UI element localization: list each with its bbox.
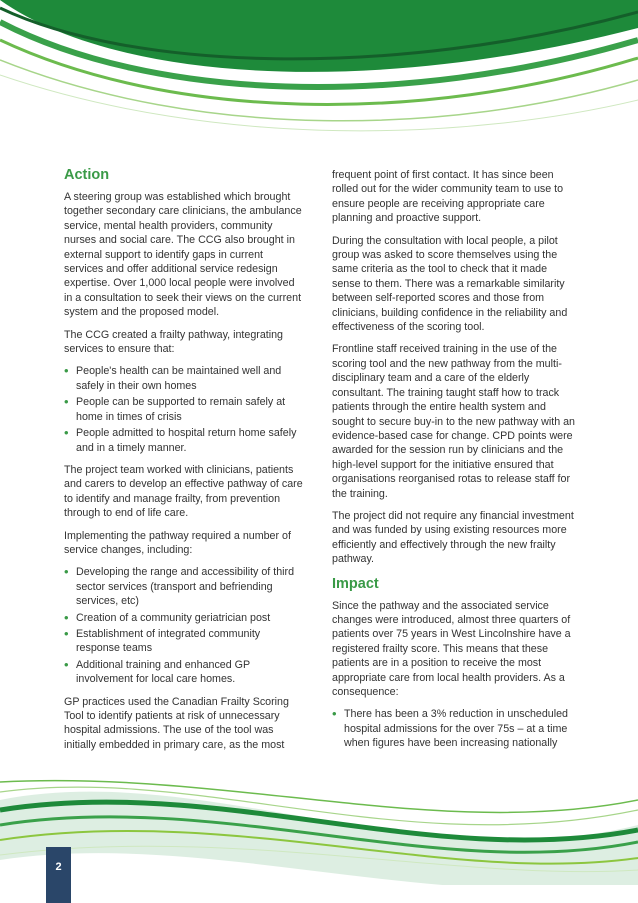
paragraph: The project did not require any financial investment and was funded by using existing resources more efficiently and effectively through the new frailty pathway. xyxy=(332,509,574,566)
list-item: • There has been a 3% reduction in unscheduled hospital admissions for the over 75s – at a time when figures have been increasing nationally xyxy=(332,706,568,750)
bullet-icon: • xyxy=(64,609,69,625)
paragraph: During the consultation with local people, a pilot group was asked to score themselves using the same criteria as the tool to check that it made sense to them. There was a remarkable similarity between self-reported scores and those from clinicians, building confidence in the reliability and effectiveness of the scoring tool. xyxy=(332,234,568,334)
bullet-icon: • xyxy=(64,425,69,441)
paragraph: frequent point of first contact. It has since been rolled out for the wider community team to use to ensure people are receiving appropriate care planning and proactive support. xyxy=(332,169,564,225)
paragraph: Since the pathway and the associated service changes were introduced, almost three quarters of patients over 75 years in West Lincolnshire have a registered frailty score. This means that these patients are in a position to receive the most appropriate care from local health providers. As a consequence: xyxy=(332,599,571,698)
paragraph: Implementing the pathway required a number of service changes, including: xyxy=(64,529,291,556)
list-item: • Additional training and enhanced GP involvement for local care homes. xyxy=(64,656,250,686)
list-item: • Establishment of integrated community response teams xyxy=(64,625,261,655)
bullet-icon: • xyxy=(64,564,69,580)
list-item: • Developing the range and accessibility of third sector services (transport and befriending services, etc) xyxy=(64,564,295,608)
bullet-list xyxy=(332,707,576,750)
list-item: • People admitted to hospital return home safely and in a timely manner. xyxy=(64,425,297,454)
left-column xyxy=(64,166,304,760)
bullet-list xyxy=(64,565,304,686)
bullet-icon: • xyxy=(64,656,69,672)
paragraph: GP practices used the Canadian Frailty Scoring Tool to identify patients at risk of unnecessary hospital admissions. The use of the tool was initially embedded in primary care, as the most xyxy=(64,695,289,751)
list-item: • People can be supported to remain safely at home in times of crisis xyxy=(64,394,286,423)
right-column xyxy=(332,168,576,759)
page-number-tab xyxy=(46,847,71,903)
action-heading: Action xyxy=(64,167,110,183)
bullet-icon: • xyxy=(64,625,69,641)
top-wave-decoration xyxy=(0,0,638,160)
list-item: • People's health can be maintained well and safely in their own homes xyxy=(64,363,282,392)
bullet-icon: • xyxy=(64,394,69,410)
bullet-icon: • xyxy=(332,706,337,722)
bottom-wave-decoration xyxy=(0,770,638,885)
bullet-list xyxy=(64,364,304,454)
impact-heading: Impact xyxy=(332,575,379,592)
list-item: • Creation of a community geriatrician post xyxy=(64,609,271,625)
page-number: 2 xyxy=(55,861,62,873)
paragraph: The project team worked with clinicians, patients and carers to develop an effective pathway of care to identify and manage frailty, from prevention through to end of life care. xyxy=(64,463,303,520)
paragraph: The CCG created a frailty pathway, integrating services to ensure that: xyxy=(64,328,283,356)
bullet-icon: • xyxy=(64,363,69,379)
paragraph: A steering group was established which brought together secondary care clinicians, the ambulance service, mental health providers, community nurses and social care. The CCG also brought in external support to identify gaps in current services and offer additional service redesign expertise. Over 1,000 local people were involved in a consultation to seek their views on the current system and the proposed model. xyxy=(64,191,302,319)
paragraph: Frontline staff received training in the use of the scoring tool and the new pathway from the multi-disciplinary team and a care of the elderly consultant. The training taught staff how to track patients through the entire health system and sought to secure buy-in to the new pathway with an evidence-based case for change. CPD points were awarded for the session run by clinicians and the high-level support for the initiative ensured that organisations reorganised rotas to release staff for the training. xyxy=(332,343,575,500)
